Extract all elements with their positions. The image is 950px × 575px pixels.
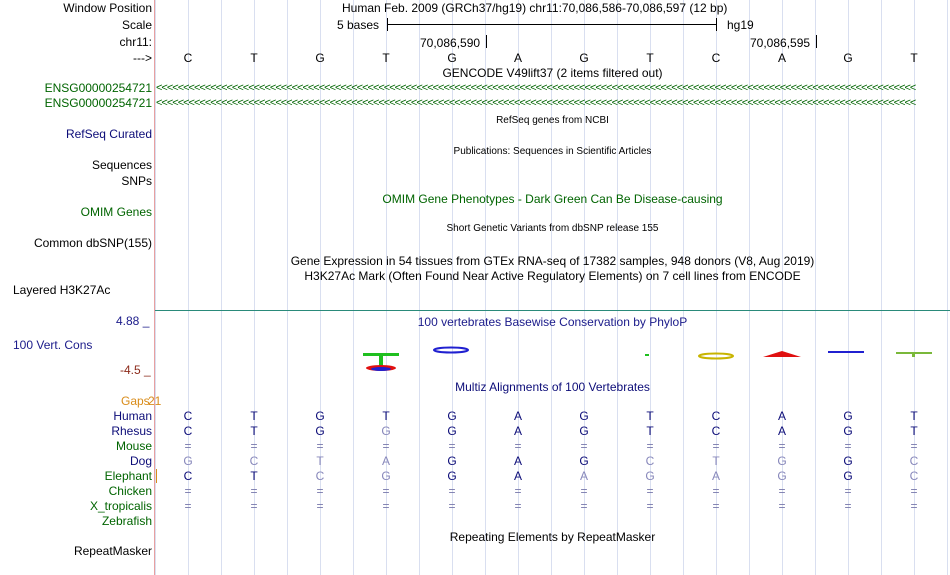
aligned-base: C: [645, 454, 655, 468]
aligned-base: G: [843, 424, 853, 438]
label-h3k27ac[interactable]: Layered H3K27Ac: [13, 283, 111, 297]
aligned-base: =: [646, 439, 654, 453]
logo-column-4: [363, 353, 399, 371]
aligned-base: T: [646, 424, 654, 438]
aligned-base: =: [910, 499, 918, 513]
gtex-title: Gene Expression in 54 tissues from GTEx RNA-seq of 17382 samples, 948 donors (V8, Aug 2019): [290, 254, 815, 268]
aligned-base: =: [712, 484, 720, 498]
aligned-base: =: [844, 439, 852, 453]
base-letter: A: [777, 51, 786, 65]
phylop-title: 100 vertebrates Basewise Conservation by PhyloP: [417, 315, 688, 329]
aligned-base: =: [778, 484, 786, 498]
aligned-base: =: [250, 484, 258, 498]
conservation-logo: [155, 340, 950, 376]
coord-tick-2: [816, 35, 817, 48]
h3k27ac-baseline: [155, 310, 950, 311]
aligned-base: C: [249, 454, 259, 468]
aligned-base: G: [381, 424, 391, 438]
strand-arrows-icon: <<<<<<<<<<<<<<<<<<<<<<<<<<<<<<<<<<<<<<<<<<<<<<<<<<<<<<<<<<<<<<<<<<<<<<<<<<<<<<<<<<<<<<<<<<<<<<<<<<<<<<<<<<<<<<<<<<<<<<<<<<<<<<<<<<<<<<<<<<<<: [156, 82, 916, 94]
aligned-base: A: [513, 424, 522, 438]
aligned-base: G: [447, 424, 457, 438]
window-position-text: Human Feb. 2009 (GRCh37/hg19) chr11:70,086,586-70,086,597 (12 bp): [342, 1, 728, 15]
dbsnp-title: Short Genetic Variants from dbSNP release 155: [446, 223, 659, 234]
label-cons-min: -4.5 _: [120, 363, 151, 377]
label-window-position: Window Position: [63, 1, 152, 15]
aligned-base: =: [844, 499, 852, 513]
aligned-base: =: [250, 499, 258, 513]
base-letter: T: [910, 51, 918, 65]
aligned-base: C: [909, 454, 919, 468]
base-letter: T: [382, 51, 390, 65]
aligned-base: G: [183, 454, 193, 468]
gencode-title: GENCODE V49lift37 (2 items filtered out): [442, 66, 663, 80]
aligned-base: T: [712, 454, 720, 468]
aligned-base: G: [381, 469, 391, 483]
gaps-value: 21: [148, 394, 162, 408]
label-gene-1[interactable]: ENSG00000254721: [44, 81, 152, 95]
aligned-base: A: [513, 454, 522, 468]
aligned-base: =: [184, 499, 192, 513]
aligned-base: T: [250, 469, 258, 483]
aligned-base: G: [645, 469, 655, 483]
aligned-base: G: [579, 424, 589, 438]
repeatmasker-title: Repeating Elements by RepeatMasker: [449, 530, 656, 544]
omim-title: OMIM Gene Phenotypes - Dark Green Can Be Disease-causing: [382, 192, 723, 206]
assembly-label: hg19: [727, 18, 754, 32]
aligned-base: =: [382, 484, 390, 498]
species-label[interactable]: Zebrafish: [101, 514, 152, 528]
aligned-base: T: [382, 409, 390, 423]
aligned-base: =: [184, 484, 192, 498]
aligned-base: =: [910, 484, 918, 498]
aligned-base: T: [646, 409, 654, 423]
aligned-base: =: [184, 439, 192, 453]
aligned-base: =: [382, 499, 390, 513]
aligned-base: =: [250, 439, 258, 453]
aligned-base: =: [448, 484, 456, 498]
aligned-base: A: [381, 454, 390, 468]
aligned-base: G: [447, 409, 457, 423]
base-letter: C: [711, 51, 721, 65]
label-refseq[interactable]: RefSeq Curated: [65, 127, 152, 141]
species-label[interactable]: Chicken: [108, 484, 152, 498]
aligned-base: A: [711, 469, 720, 483]
aligned-base: =: [778, 499, 786, 513]
aligned-base: =: [382, 439, 390, 453]
aligned-base: G: [777, 454, 787, 468]
aligned-base: =: [316, 439, 324, 453]
scale-bar-left-tick: [387, 18, 388, 31]
species-label[interactable]: Rhesus: [111, 424, 152, 438]
aligned-base: C: [183, 409, 193, 423]
aligned-base: A: [513, 469, 522, 483]
label-repeatmasker[interactable]: RepeatMasker: [73, 544, 152, 558]
aligned-base: G: [447, 469, 457, 483]
aligned-base: C: [711, 424, 721, 438]
species-label[interactable]: X_tropicalis: [89, 499, 152, 513]
aligned-base: A: [513, 409, 522, 423]
aligned-base: G: [579, 454, 589, 468]
label-gaps: Gaps: [121, 394, 150, 408]
aligned-base: =: [316, 484, 324, 498]
aligned-base: =: [514, 439, 522, 453]
base-letter: C: [183, 51, 193, 65]
label-arrow: --->: [133, 51, 152, 65]
aligned-base: A: [777, 424, 786, 438]
aligned-base: G: [315, 409, 325, 423]
species-label[interactable]: Elephant: [104, 469, 152, 483]
aligned-base: =: [778, 439, 786, 453]
aligned-base: =: [316, 499, 324, 513]
aligned-base: G: [447, 454, 457, 468]
aligned-base: =: [580, 439, 588, 453]
aligned-base: A: [777, 409, 786, 423]
aligned-base: T: [250, 424, 258, 438]
aligned-base: =: [910, 439, 918, 453]
aligned-base: T: [910, 409, 918, 423]
coord-label-1: 70,086,590: [420, 36, 481, 50]
aligned-base: =: [580, 499, 588, 513]
logo-column-12: [896, 352, 932, 357]
species-label[interactable]: Dog: [129, 454, 152, 468]
aligned-base: T: [316, 454, 324, 468]
aligned-base: G: [843, 409, 853, 423]
strand-arrows-icon: <<<<<<<<<<<<<<<<<<<<<<<<<<<<<<<<<<<<<<<<<<<<<<<<<<<<<<<<<<<<<<<<<<<<<<<<<<<<<<<<<<<<<<<<<<<<<<<<<<<<<<<<<<<<<<<<<<<<<<<<<<<<<<<<<<<<<<<<<<<<: [156, 97, 916, 109]
scale-bar-right-tick: [716, 18, 717, 31]
label-chrom: chr11:: [119, 35, 152, 49]
aligned-base: C: [183, 469, 193, 483]
base-letter: T: [250, 51, 258, 65]
aligned-base: =: [448, 499, 456, 513]
label-scale: Scale: [121, 18, 152, 32]
aligned-base: C: [711, 409, 721, 423]
species-label[interactable]: Human: [113, 409, 152, 423]
aligned-base: G: [579, 409, 589, 423]
label-omim[interactable]: OMIM Genes: [80, 205, 152, 219]
logo-column-9: [699, 354, 733, 359]
label-snps[interactable]: SNPs: [121, 174, 152, 188]
label-cons-max: 4.88 _: [116, 314, 150, 328]
aligned-base: =: [844, 484, 852, 498]
aligned-base: C: [315, 469, 325, 483]
publications-title: Publications: Sequences in Scientific Articles: [453, 146, 652, 157]
refseq-title: RefSeq genes from NCBI: [496, 115, 609, 126]
label-gene-2[interactable]: ENSG00000254721: [44, 96, 152, 110]
aligned-base: =: [712, 499, 720, 513]
aligned-base: G: [843, 469, 853, 483]
aligned-base: =: [646, 499, 654, 513]
base-letter: T: [646, 51, 654, 65]
aligned-base: T: [910, 424, 918, 438]
species-label[interactable]: Mouse: [115, 439, 152, 453]
aligned-base: =: [646, 484, 654, 498]
aligned-base: =: [514, 499, 522, 513]
base-letter: G: [843, 51, 853, 65]
aligned-base: =: [448, 439, 456, 453]
aligned-base: C: [183, 424, 193, 438]
coord-label-2: 70,086,595: [750, 36, 811, 50]
label-dbsnp[interactable]: Common dbSNP(155): [33, 236, 152, 250]
label-sequences[interactable]: Sequences: [91, 158, 152, 172]
aligned-base: G: [315, 424, 325, 438]
logo-column-8: [645, 354, 649, 356]
base-letter: G: [315, 51, 325, 65]
aligned-base: =: [514, 484, 522, 498]
gene-track-1[interactable]: [156, 82, 950, 94]
aligned-base: T: [250, 409, 258, 423]
aligned-base: G: [843, 454, 853, 468]
aligned-base: A: [579, 469, 588, 483]
h3k27ac-title: H3K27Ac Mark (Often Found Near Active Regulatory Elements) on 7 cell lines from ENCODE: [304, 269, 801, 283]
logo-column-10: [763, 351, 801, 357]
scale-text: 5 bases: [337, 18, 380, 32]
aligned-base: G: [777, 469, 787, 483]
aligned-base: C: [909, 469, 919, 483]
aligned-base: =: [580, 484, 588, 498]
elephant-gap-marker: [156, 469, 157, 483]
base-letter: A: [513, 51, 522, 65]
coord-tick-1: [486, 35, 487, 48]
gene-track-2[interactable]: [156, 97, 950, 109]
scale-bar: [387, 24, 716, 25]
label-vert-cons[interactable]: 100 Vert. Cons: [13, 338, 93, 352]
base-letter: G: [447, 51, 457, 65]
base-letter: G: [579, 51, 589, 65]
logo-column-11: [828, 351, 864, 353]
logo-column-5: [434, 348, 468, 353]
multiz-title: Multiz Alignments of 100 Vertebrates: [455, 380, 650, 394]
aligned-base: =: [712, 439, 720, 453]
